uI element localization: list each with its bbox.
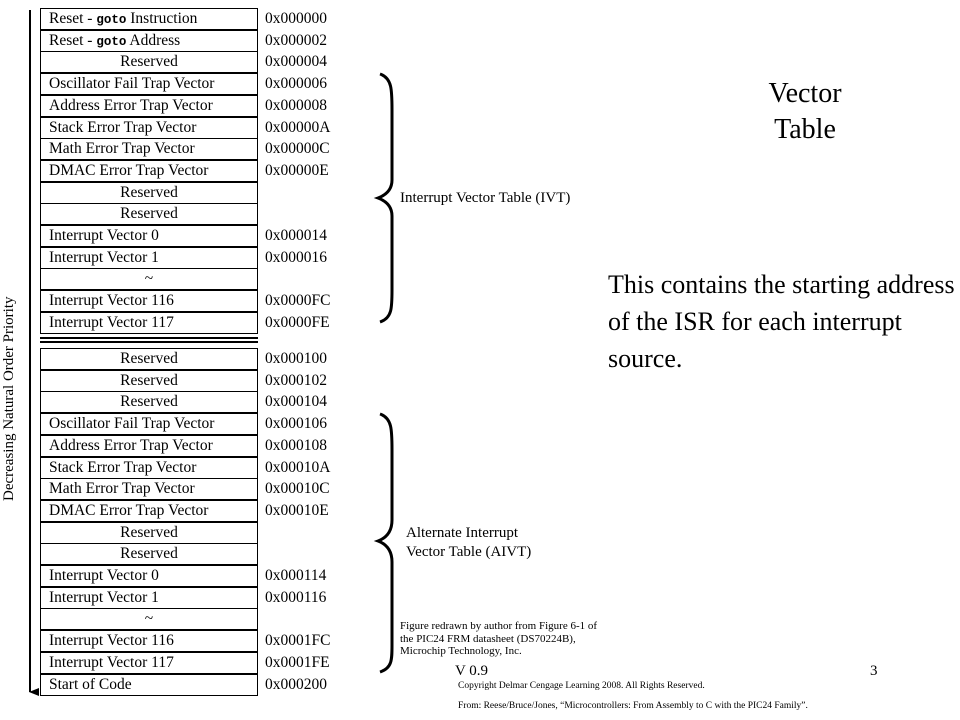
address-value: 0x000008 — [265, 96, 327, 114]
table-row: Interrupt Vector 116 — [40, 290, 258, 312]
figure-note-line: Microchip Technology, Inc. — [400, 645, 522, 657]
table-row: Reserved — [40, 51, 258, 73]
address-value: 0x000108 — [265, 436, 327, 454]
source-citation: From: Reese/Bruce/Jones, “Microcontrollers: From Assembly to C with the PIC24 Family”. — [458, 701, 808, 711]
table-row: Address Error Trap Vector — [40, 95, 258, 117]
table-row: Reserved — [40, 203, 258, 225]
table-row: Oscillator Fail Trap Vector — [40, 413, 258, 435]
table-row: Oscillator Fail Trap Vector — [40, 73, 258, 95]
table-row: DMAC Error Trap Vector — [40, 500, 258, 522]
table-row: ~ — [40, 268, 258, 290]
table-row: Interrupt Vector 116 — [40, 630, 258, 652]
address-value: 0x000006 — [265, 75, 327, 93]
ivt-label: Interrupt Vector Table (IVT) — [400, 190, 571, 206]
table-row: DMAC Error Trap Vector — [40, 160, 258, 182]
figure-note — [400, 620, 597, 658]
table-row: Interrupt Vector 1 — [40, 587, 258, 609]
table-row: Reserved — [40, 391, 258, 413]
table-row: Reserved — [40, 348, 258, 370]
address-value: 0x000102 — [265, 371, 327, 389]
address-value: 0x000116 — [265, 588, 327, 606]
table-row: Reserved — [40, 543, 258, 565]
row-label-suffix: Address — [126, 31, 181, 49]
address-value: 0x00010E — [265, 501, 329, 519]
copyright-notice: Copyright Delmar Cengage Learning 2008. All Rights Reserved. — [458, 681, 705, 691]
table-row: Stack Error Trap Vector — [40, 457, 258, 479]
aivt-label-line: Vector Table (AIVT) — [406, 544, 532, 560]
figure-note-line: Figure redrawn by author from Figure 6-1 of — [400, 620, 598, 632]
table-row: Math Error Trap Vector — [40, 138, 258, 160]
version-label: V 0.9 — [455, 663, 489, 679]
table-row: Interrupt Vector 0 — [40, 565, 258, 587]
page-number: 3 — [870, 663, 878, 679]
aivt-label-line: Alternate Interrupt — [406, 525, 519, 541]
address-value: 0x000100 — [265, 350, 327, 367]
address-value: 0x00010A — [265, 458, 331, 476]
address-value: 0x000104 — [265, 393, 327, 411]
table-row: Address Error Trap Vector — [40, 435, 258, 457]
slide-title-line: Vector — [768, 78, 842, 109]
table-row: Interrupt Vector 1 — [40, 247, 258, 269]
row-label-prefix: Reset - — [49, 10, 97, 27]
address-value: 0x000016 — [265, 248, 327, 266]
description-text: This contains the starting address of the ISR for each interrupt source. — [608, 270, 955, 373]
table-row: Math Error Trap Vector — [40, 478, 258, 500]
table-row: Reserved — [40, 522, 258, 544]
figure-note-line: the PIC24 FRM datasheet (DS70224B), — [400, 632, 576, 645]
ivt-brace — [378, 74, 392, 322]
priority-axis-label: Decreasing Natural Order Priority — [1, 296, 17, 501]
address-value: 0x000014 — [265, 227, 327, 244]
address-value: 0x00000E — [265, 161, 329, 179]
row-label-code: goto — [96, 13, 127, 27]
table-row: Reserved — [40, 182, 258, 204]
address-value: 0x00000C — [265, 140, 330, 158]
address-value: 0x000200 — [265, 675, 327, 693]
table-row: Interrupt Vector 0 — [40, 225, 258, 247]
table-row: Interrupt Vector 117 — [40, 652, 258, 674]
address-value: 0x0000FE — [265, 313, 330, 331]
row-label-prefix: Reset - — [49, 31, 97, 49]
table-row: Stack Error Trap Vector — [40, 117, 258, 139]
aivt-label — [406, 524, 531, 562]
address-value: 0x0001FC — [265, 632, 331, 650]
table-row: ~ — [40, 608, 258, 630]
address-value: 0x000004 — [265, 53, 327, 71]
address-value: 0x000000 — [265, 10, 327, 27]
aivt-brace — [378, 414, 392, 672]
row-label-code: goto — [96, 34, 127, 49]
address-value: 0x000106 — [265, 415, 327, 433]
table-row: Start of Code — [40, 674, 258, 696]
row-label-suffix: Instruction — [126, 10, 198, 27]
table-row: Reserved — [40, 370, 258, 392]
slide-title-line: Table — [774, 114, 836, 145]
table-row: Interrupt Vector 117 — [40, 312, 258, 334]
slide-title — [740, 76, 870, 148]
address-value: 0x000114 — [265, 567, 327, 584]
address-value: 0x00000A — [265, 118, 331, 136]
address-value: 0x0000FC — [265, 292, 331, 310]
address-value: 0x0001FE — [265, 653, 330, 671]
address-value: 0x00010C — [265, 480, 330, 498]
address-value: 0x000002 — [265, 31, 327, 49]
